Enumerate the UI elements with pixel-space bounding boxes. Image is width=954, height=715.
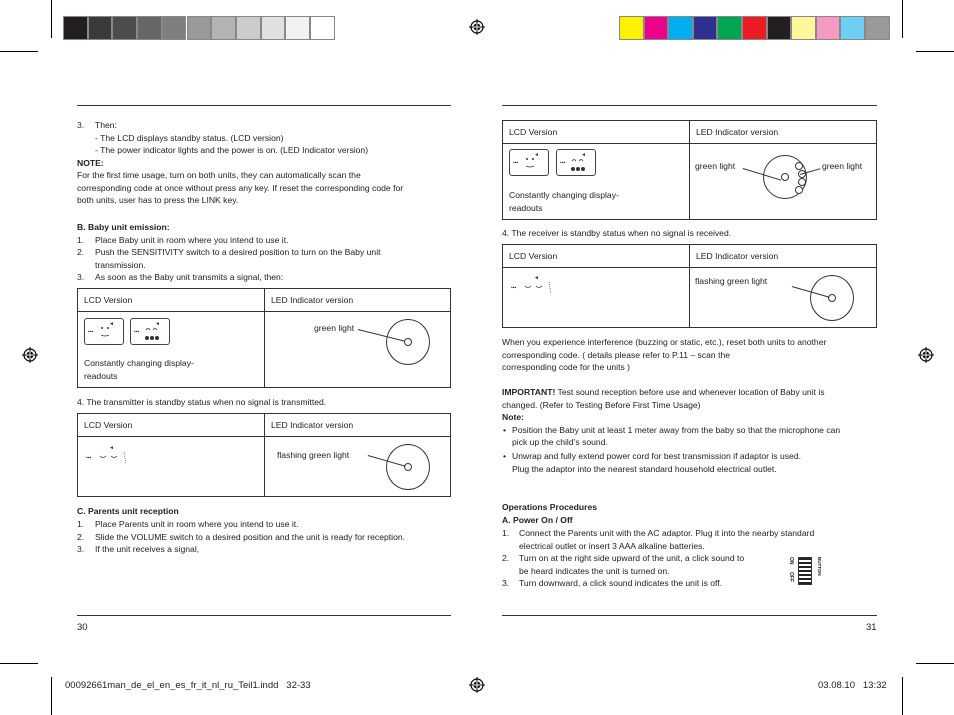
svg-text:◄: ◄ [109, 321, 114, 327]
svg-text:▪▪▪: ▪▪▪ [513, 160, 519, 166]
led-label: green light [695, 161, 736, 171]
color-swatch [865, 16, 890, 40]
status-note: 4. The transmitter is standby status when no signal is transmitted. [77, 397, 327, 407]
important-label: IMPORTANT! [502, 387, 556, 397]
lcd-standby-icon [84, 442, 134, 468]
list-item: Place Baby unit in room where you intend to use it. [95, 234, 289, 245]
color-swatch [261, 16, 286, 40]
bullet-text: pick up the child’s sound. [512, 437, 608, 447]
lcd-display-icon [84, 318, 124, 345]
color-swatch [88, 16, 113, 40]
table-header: LCD Version [78, 289, 265, 312]
step-subline: - The LCD displays standby status. (LCD version) [95, 132, 284, 143]
led-indicator-icon [810, 275, 854, 321]
color-swatch [767, 16, 792, 40]
power-switch-illustration [786, 555, 830, 589]
color-swatch [619, 16, 644, 40]
color-swatch [137, 16, 162, 40]
bullet-text: Position the Baby unit at least 1 meter away from the baby so that the microphone can [512, 424, 841, 435]
list-item: Slide the VOLUME switch to a desired position and the unit is ready for reception. [95, 531, 406, 542]
switch-slider-icon [798, 557, 812, 585]
color-swatch [310, 16, 335, 40]
led-label: flashing green light [695, 276, 768, 286]
slug-filename: 00092661man_de_el_en_es_fr_it_nl_ru_Teil1.indd 32-33 [65, 680, 311, 691]
led-indicator-icon [386, 319, 430, 365]
color-swatch [791, 16, 816, 40]
led-label: flashing green light [277, 450, 350, 460]
lcd-display-icon [556, 149, 596, 176]
svg-text:◄: ◄ [581, 152, 586, 158]
color-swatch [840, 16, 865, 40]
header-rule-left [77, 105, 451, 106]
status-note: 4. The receiver is standby status when no signal is received. [502, 228, 732, 238]
registration-mark-icon [469, 19, 485, 35]
switch-label: BUTTON [817, 557, 822, 576]
footer-rule-left [77, 615, 451, 616]
important-text: Test sound reception before use and whenever location of Baby unit is [555, 387, 825, 397]
list-item: Connect the Parents unit with the AC adaptor. Plug it into the nearby standard [519, 528, 815, 538]
table-header: LCD Version [503, 121, 690, 144]
color-swatch [816, 16, 841, 40]
table-header: LED Indicator version [265, 414, 451, 437]
list-item: Push the SENSITIVITY switch to a desired position to turn on the Baby unit [95, 247, 381, 257]
body-text: corresponding code for the units ) [502, 362, 631, 372]
section-heading: Operations Procedures [502, 502, 598, 512]
page-number: 30 [77, 622, 88, 633]
lcd-caption: Constantly changing display- [509, 190, 619, 200]
registration-mark-icon [22, 347, 38, 363]
list-number: 1. [77, 518, 85, 529]
body-text: corresponding code. ( details please refer to P.11 – scan the [502, 349, 731, 360]
crop-mark [51, 677, 52, 715]
list-number: 2. [502, 553, 510, 563]
body-text: When you experience interference (buzzing or static, etc.), reset both units to another [502, 337, 827, 347]
note-text: corresponding code at once without press any key. If reset the corresponding code for [77, 182, 404, 193]
list-item: electrical outlet or insert 3 AAA alkaline batteries. [519, 540, 705, 551]
list-number: 2. [77, 247, 85, 257]
page-number: 31 [866, 622, 877, 633]
slug-datetime: 03.08.10 13:32 [818, 680, 887, 691]
svg-text:◄: ◄ [534, 152, 539, 158]
table-header: LCD Version [503, 245, 690, 268]
bullet-icon: • [503, 424, 507, 435]
svg-text:◄: ◄ [534, 275, 539, 281]
table-header: LCD Version [78, 414, 265, 437]
table-header: LED Indicator version [690, 245, 877, 268]
table-header: LED Indicator version [265, 289, 451, 312]
color-swatch [693, 16, 718, 40]
svg-text:▪▪▪: ▪▪▪ [88, 329, 94, 335]
crop-mark [902, 677, 903, 715]
lcd-caption: readouts [84, 370, 118, 381]
color-swatch [211, 16, 236, 40]
list-number: 3. [77, 272, 85, 282]
step-subline: - The power indicator lights and the power is on. (LED Indicator version) [95, 145, 369, 155]
section-heading: C. Parents unit reception [77, 506, 179, 516]
svg-text:▪▪▪: ▪▪▪ [86, 455, 92, 461]
list-number: 1. [77, 234, 85, 245]
note-heading: NOTE: [77, 157, 104, 168]
color-swatch [162, 16, 187, 40]
switch-on-label: ON [788, 557, 794, 565]
list-item: If the unit receives a signal, [95, 544, 200, 554]
footer-rule-right [502, 615, 877, 616]
step-text: Then: [95, 120, 117, 130]
section-subheading: A. Power On / Off [502, 514, 573, 525]
lcd-standby-icon [509, 272, 559, 298]
crop-mark [0, 51, 38, 52]
table-header: LED Indicator version [690, 121, 877, 144]
color-swatch [187, 16, 212, 40]
list-number: 2. [77, 531, 85, 542]
list-number: 3. [502, 578, 510, 588]
color-swatch [112, 16, 137, 40]
svg-text:▪▪▪: ▪▪▪ [511, 285, 517, 291]
bullet-icon: • [503, 451, 507, 461]
lcd-display-icon [130, 318, 170, 345]
list-item: Turn downward, a click sound indicates the unit is off. [519, 578, 723, 588]
list-item: be heard indicates the unit is turned on. [519, 565, 670, 576]
note-text: both units, user has to press the LINK key. [77, 195, 239, 205]
crop-mark [902, 0, 903, 38]
svg-text:◄: ◄ [155, 321, 160, 327]
color-swatch [668, 16, 693, 40]
registration-mark-icon [918, 347, 934, 363]
svg-text:▪▪▪: ▪▪▪ [134, 329, 140, 335]
svg-text:◄: ◄ [109, 445, 114, 451]
svg-text:▪▪▪: ▪▪▪ [560, 160, 566, 166]
note-text: For the first time usage, turn on both units, they can automatically scan the [77, 170, 361, 180]
led-label: green light [314, 323, 355, 333]
note-heading: Note: [502, 412, 524, 422]
list-item: As soon as the Baby unit transmits a signal, then: [95, 272, 284, 282]
bullet-text: Plug the adaptor into the nearest standard household electrical outlet. [512, 463, 777, 474]
led-label: green light [822, 161, 863, 171]
list-item: Turn on at the right side upward of the unit, a click sound to [519, 553, 745, 563]
color-swatch [644, 16, 669, 40]
crop-mark [0, 663, 38, 664]
lcd-display-icon [509, 149, 549, 176]
step-number: 3. [77, 120, 85, 130]
color-swatch [717, 16, 742, 40]
lcd-caption: Constantly changing display- [84, 358, 194, 368]
list-number: 3. [77, 544, 85, 554]
switch-off-label: OFF [788, 572, 794, 582]
color-swatch [63, 16, 88, 40]
registration-mark-icon [469, 677, 485, 693]
section-heading: B. Baby unit emission: [77, 222, 170, 232]
crop-mark [916, 51, 954, 52]
crop-mark [51, 0, 52, 38]
led-indicator-icon [386, 444, 430, 490]
list-item: Place Parents unit in room where you intend to use it. [95, 518, 299, 529]
header-rule-right [502, 105, 877, 106]
list-number: 1. [502, 528, 510, 538]
list-item: transmission. [95, 259, 146, 270]
color-swatch [742, 16, 767, 40]
bullet-text: Unwrap and fully extend power cord for best transmission if adaptor is used. [512, 451, 801, 461]
lcd-caption: readouts [509, 202, 543, 213]
important-text: changed. (Refer to Testing Before First Time Usage) [502, 399, 701, 410]
color-swatch [285, 16, 310, 40]
important-line [502, 386, 825, 398]
crop-mark [916, 663, 954, 664]
color-swatch [236, 16, 261, 40]
